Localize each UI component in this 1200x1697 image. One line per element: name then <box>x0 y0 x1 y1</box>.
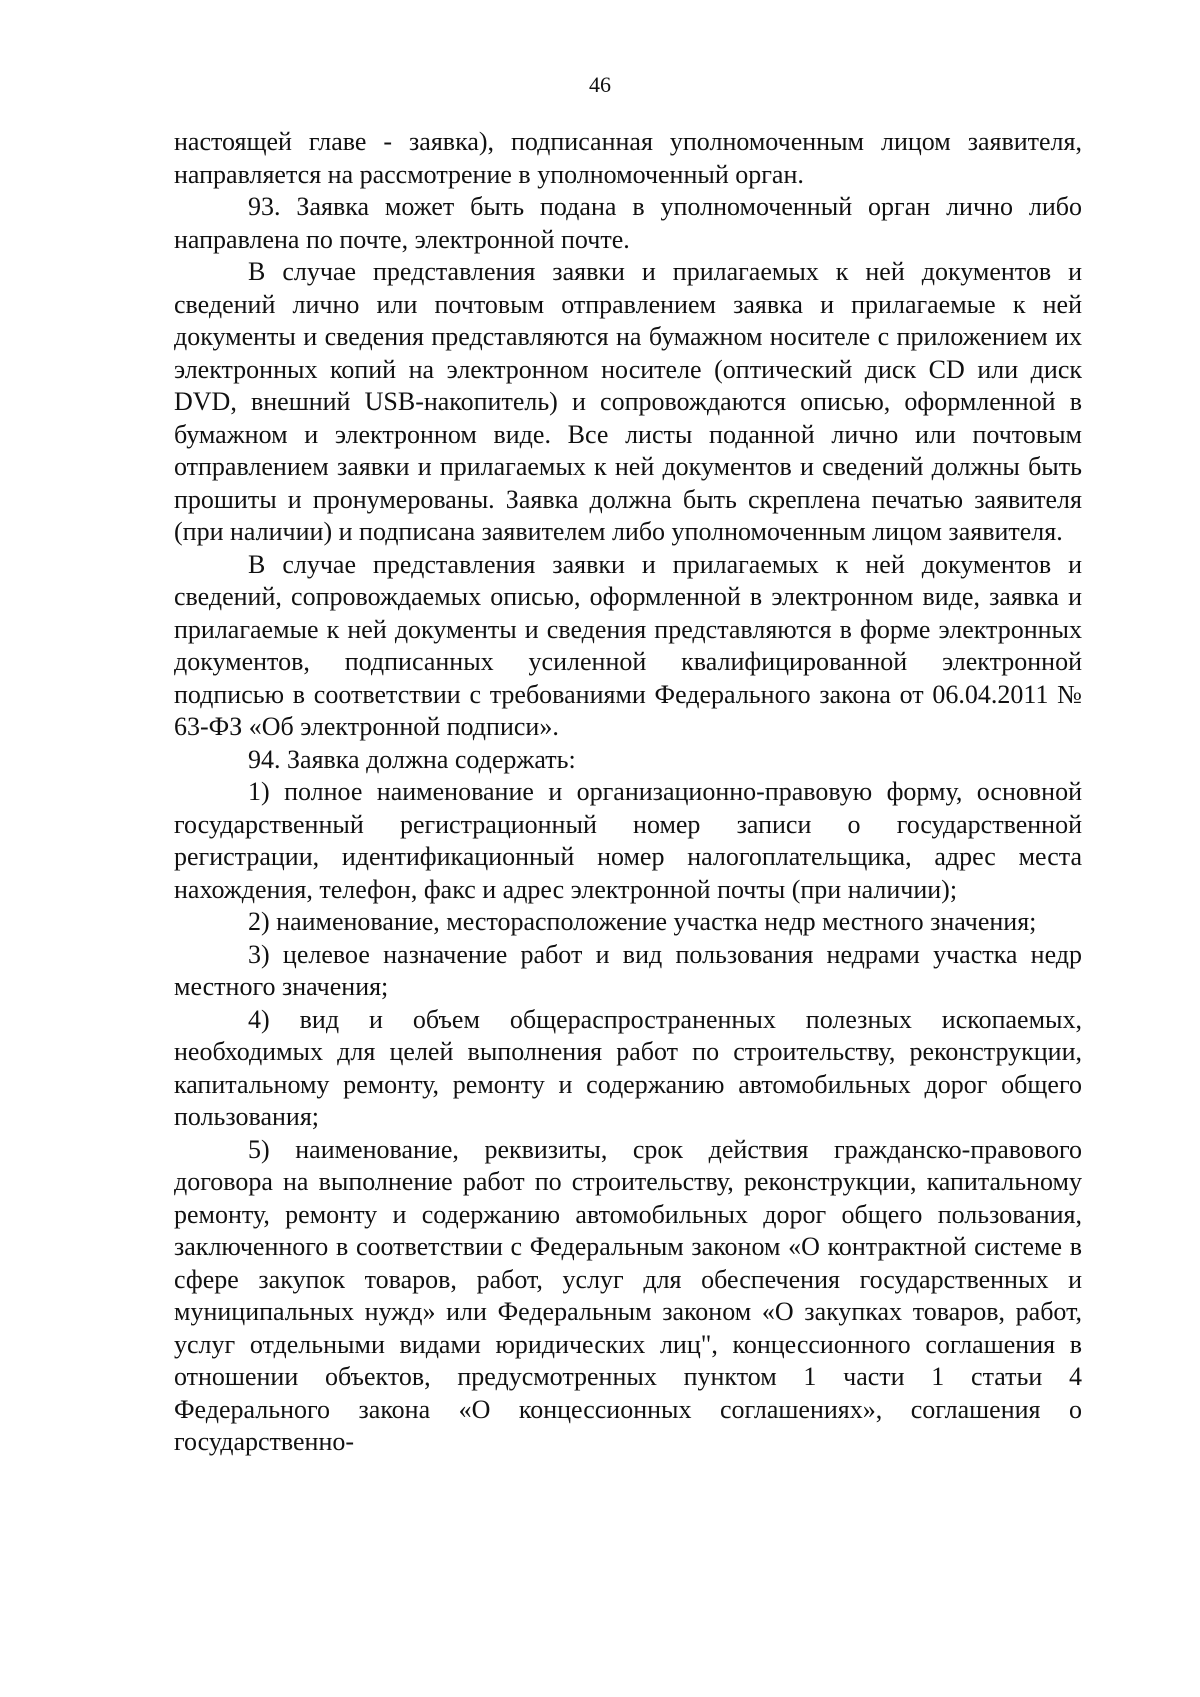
list-item-1: 1) полное наименование и организационно-правовую форму, основной государственный регистрационный номер записи о государственной регистрации, идентификационный номер налогоплательщика, адрес места нахождения, телефон, факс и адрес электронной почты (при наличии); <box>174 777 1082 904</box>
paragraph-continuation: настоящей главе - заявка), подписанная уполномоченным лицом заявителя, направляется на рассмотрение в уполномоченный орган. <box>174 127 1082 189</box>
list-item-3: 3) целевое назначение работ и вид пользования недрами участка недр местного значения; <box>174 939 1082 1001</box>
paragraph-item-93: 93. Заявка может быть подана в уполномоченный орган лично либо направлена по почте, электронной почте. <box>174 192 1082 254</box>
paragraph-item-94: 94. Заявка должна содержать: <box>248 744 576 774</box>
list-item-4: 4) вид и объем общераспространенных полезных ископаемых, необходимых для целей выполнения работ по строительству, реконструкции, капитальному ремонту, ремонту и содержанию автомобильных дорог общего пользования; <box>174 1004 1082 1131</box>
list-item-2: 2) наименование, месторасположение участка недр местного значения; <box>248 907 1037 936</box>
page-number: 46 <box>589 72 611 97</box>
paragraph-electronic-submission: В случае представления заявки и прилагаемых к ней документов и сведений, сопровождаемых описью, оформленной в электронном виде, заявка и прилагаемые к ней документы и сведения представляются в форме электронных документов, подписанных усиленной квалифицированной электронной подписью в соответствии с требованиями Федерального закона от 06.04.2011 № 63-ФЗ «Об электронной подписи». <box>174 549 1082 741</box>
document-body <box>174 126 1082 1459</box>
list-item-5: 5) наименование, реквизиты, срок действия гражданско-правового договора на выполнение работ по строительству, реконструкции, капитальному ремонту, ремонту и содержанию автомобильных дорог общего пользования, заключенного в соответствии с Федеральным законом «О контрактной системе в сфере закупок товаров, работ, услуг для обеспечения государственных и муниципальных нужд» или Федеральным законом «О закупках товаров, работ, услуг отдельными видами юридических лиц", концессионного соглашения в отношении объектов, предусмотренных пунктом 1 части 1 статьи 4 Федерального закона «О концессионных соглашениях», соглашения о государственно- <box>174 1134 1082 1456</box>
paragraph-paper-submission: В случае представления заявки и прилагаемых к ней документов и сведений лично или почтовым отправлением заявка и прилагаемые к ней документы и сведения представляются на бумажном носителе с приложением их электронных копий на электронном носителе (оптический диск CD или диск DVD, внешний USB-накопитель) и сопровождаются описью, оформленной в бумажном и электронном виде. Все листы поданной лично или почтовым отправлением заявки и прилагаемых к ней документов и сведений должны быть прошиты и пронумерованы. Заявка должна быть скреплена печатью заявителя (при наличии) и подписана заявителем либо уполномоченным лицом заявителя. <box>174 257 1082 546</box>
